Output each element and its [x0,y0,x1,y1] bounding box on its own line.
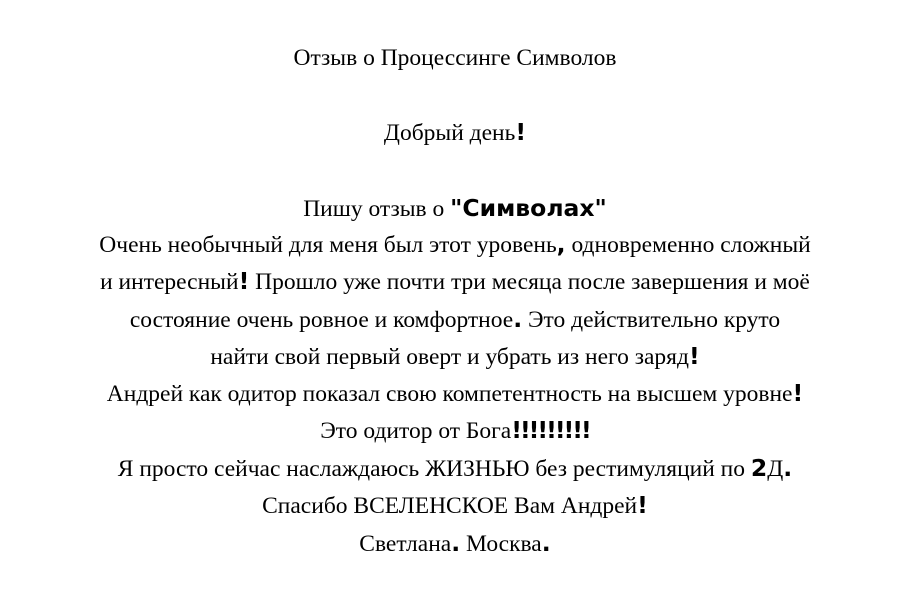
greeting-exclamation: ! [515,118,527,146]
signature-line [0,528,910,559]
body-line-4 [0,341,910,372]
body-line-2-b: Прошло уже почти три месяца после завершения и моё [249,269,810,295]
body-line-5 [0,378,910,409]
greeting-line [0,117,910,148]
body-line-1 [0,229,910,260]
body-line-4-a: найти свой первый оверт и убрать из него заряд [210,344,689,370]
body-line-8-a: Спасибо ВСЕЛЕНСКОЕ Вам Андрей [262,493,638,519]
body-line-1-comma: , [556,230,566,258]
body-line-7-dot: . [783,454,793,482]
body-line-7-b: Д [767,456,784,482]
signature-city: Москва [460,531,542,557]
title-text: Отзыв о Процессинге Символов [293,45,617,71]
signature-dot-1: . [451,529,461,557]
body-line-7-a: Я просто сейчас наслаждаюсь ЖИЗНЬЮ без рестимуляций по [117,456,751,482]
body-line-7 [0,453,910,484]
intro-line [0,193,910,224]
body-line-6-exclamations: !!!!!!!!! [511,416,590,444]
body-line-5-a: Андрей как одитор показал свою компетентность на высшем уровне [106,381,793,407]
body-line-1-b: одновременно сложный [565,232,811,258]
body-line-3-a: состояние очень ровное и комфортное [129,307,514,333]
body-line-6 [0,415,910,446]
body-line-5-exclamation: ! [792,379,804,407]
signature-dot-2: . [541,529,551,557]
body-line-8 [0,490,910,521]
body-line-8-exclamation: ! [637,491,648,519]
intro-text: Пишу отзыв о [303,196,451,222]
body-line-3 [0,304,910,335]
document-title [0,43,910,73]
body-line-2 [0,266,910,297]
body-line-3-dot: . [513,305,523,333]
body-line-4-exclamation: ! [688,342,700,370]
signature-name: Светлана [359,531,452,557]
body-line-6-a: Это одитор от Бога [320,418,512,444]
body-line-7-number: 2 [750,454,768,482]
body-line-2-exclamation: ! [238,267,250,295]
greeting-text: Добрый день [383,120,516,146]
body-line-3-b: Это действительно круто [522,307,781,333]
intro-quoted-word: "Символах" [450,194,607,222]
body-line-2-a: и интересный [100,269,239,295]
body-line-1-a: Очень необычный для меня был этот уровень [99,232,557,258]
